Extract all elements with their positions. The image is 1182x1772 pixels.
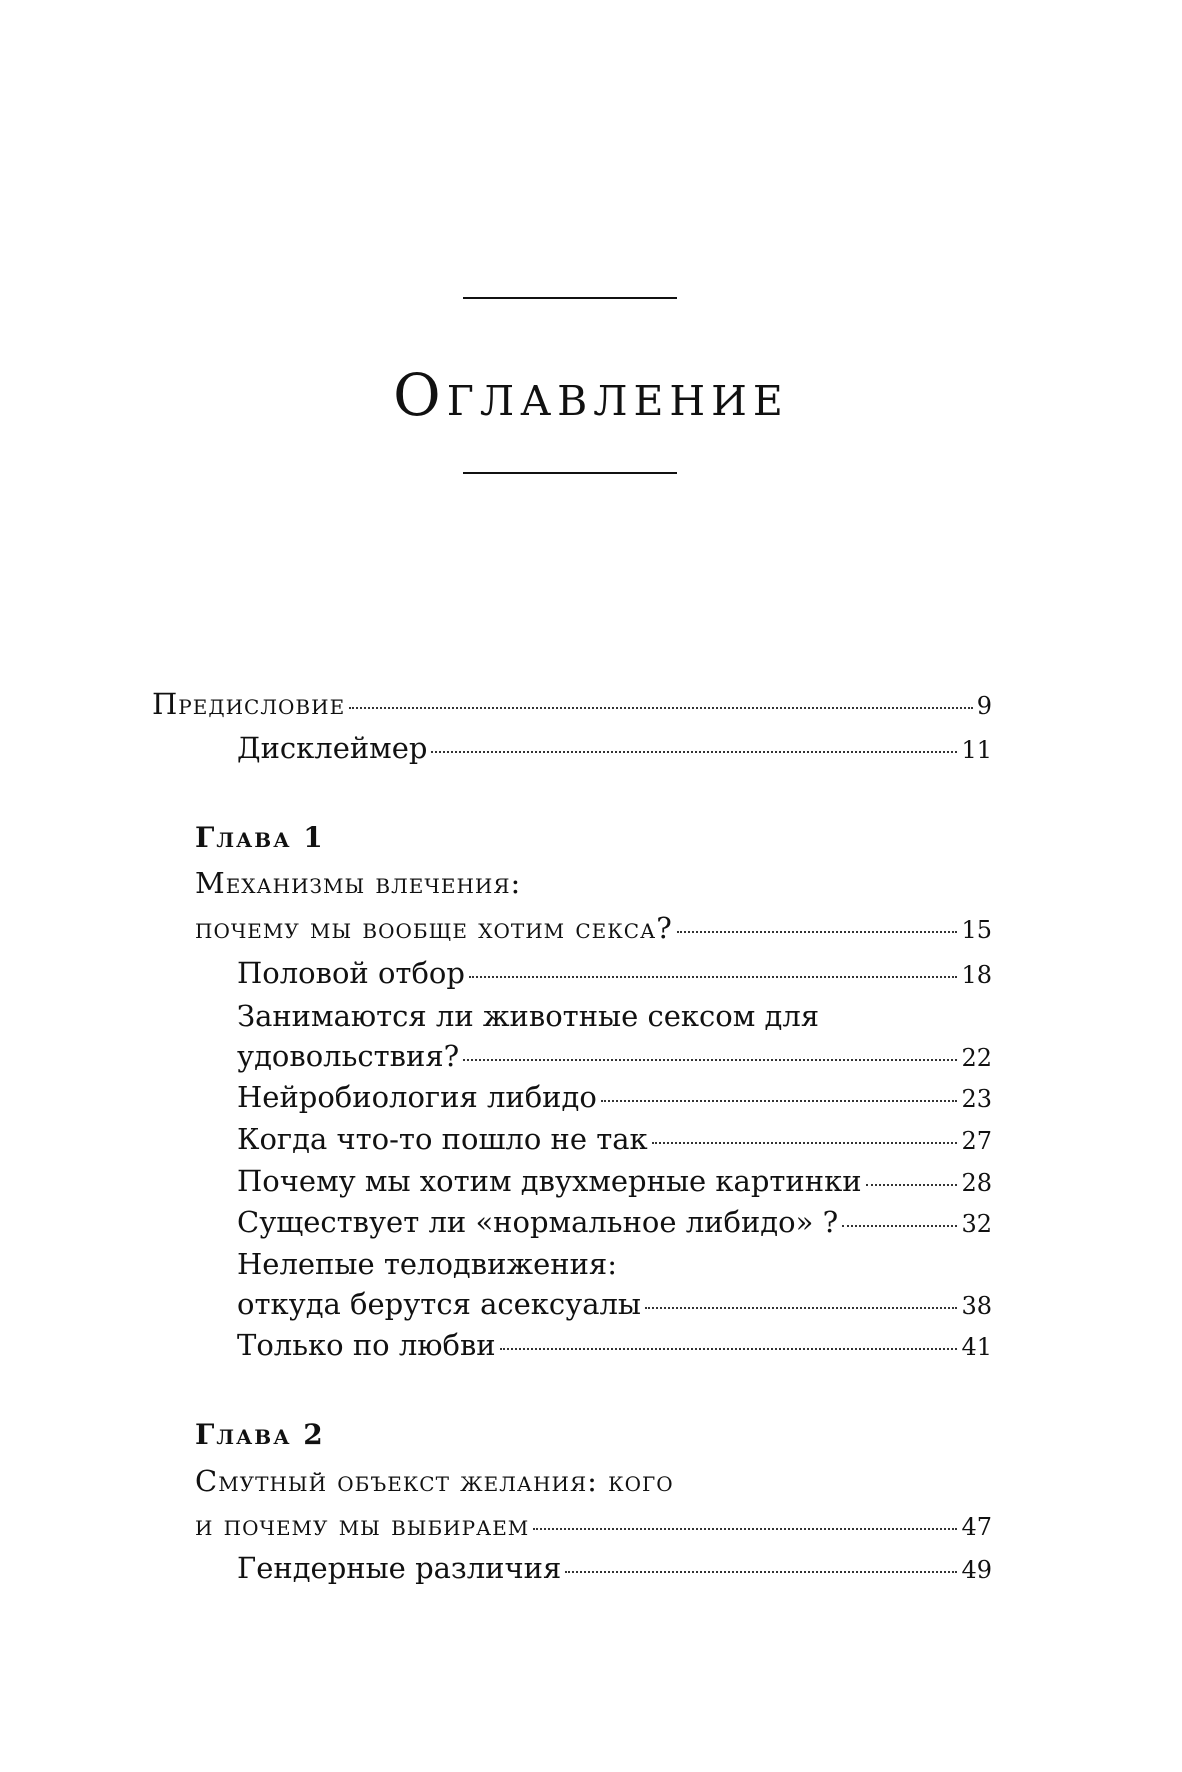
toc-entry-section[interactable] <box>237 1202 992 1244</box>
toc-entry-section[interactable] <box>237 1284 992 1326</box>
chapter-title-line: и почему мы выбираем <box>195 1508 530 1542</box>
toc-page-number: 23 <box>961 1085 992 1113</box>
dot-leader <box>349 707 973 709</box>
toc-page-number: 32 <box>961 1210 992 1238</box>
page-title: Оглавление <box>393 361 789 429</box>
dot-leader <box>866 1184 958 1186</box>
toc-entry-title: Когда что-то пошло не так <box>237 1122 648 1156</box>
title-rule-top <box>463 297 677 299</box>
toc-page-number: 47 <box>961 1513 992 1541</box>
toc-page-number: 41 <box>961 1333 992 1361</box>
toc-page-number: 11 <box>961 736 992 764</box>
toc-entry-title: Гендерные различия <box>237 1551 562 1585</box>
toc-entry-title: Половой отбор <box>237 956 465 990</box>
dot-leader <box>463 1059 957 1061</box>
toc-entry-disclaimer[interactable] <box>237 728 992 770</box>
toc-entry-section[interactable] <box>237 1325 992 1367</box>
dot-leader <box>677 931 958 933</box>
toc-entry-title: Существует ли «нормальное либидо» ? <box>237 1205 839 1239</box>
toc-entry-section[interactable] <box>237 1161 992 1203</box>
toc-entry-section[interactable] <box>237 1548 992 1590</box>
dot-leader <box>652 1142 958 1144</box>
dot-leader <box>601 1100 958 1102</box>
chapter-label: Глава 1 <box>195 821 325 854</box>
toc-entry-section[interactable] <box>237 1036 992 1078</box>
toc-entry-title: Почему мы хотим двухмерные картинки <box>237 1164 862 1198</box>
chapter-title-line: почему мы вообще хотим секса? <box>195 911 673 945</box>
toc-entry-title-line[interactable]: Занимаются ли животные сексом для <box>237 999 820 1033</box>
chapter-label: Глава 2 <box>195 1418 325 1451</box>
dot-leader <box>500 1348 958 1350</box>
toc-page-number: 15 <box>961 916 992 944</box>
toc-entry-title: откуда берутся асексуалы <box>237 1287 642 1321</box>
chapter-title-line[interactable]: Смутный объекст желания: кого <box>195 1464 674 1498</box>
toc-entry-chapter-2[interactable] <box>195 1505 992 1547</box>
toc-page-number: 38 <box>961 1292 992 1320</box>
toc-entry-title: Предисловие <box>152 687 346 721</box>
toc-page-number: 49 <box>961 1556 992 1584</box>
title-rule-bottom <box>463 472 677 474</box>
chapter-title-line[interactable]: Механизмы влечения: <box>195 866 522 900</box>
toc-page-number: 22 <box>961 1044 992 1072</box>
toc-entry-section[interactable] <box>237 1119 992 1161</box>
dot-leader <box>565 1571 957 1573</box>
dot-leader <box>431 751 957 753</box>
dot-leader <box>533 1528 957 1530</box>
dot-leader <box>469 976 958 978</box>
toc-entry-title: Нейробиология либидо <box>237 1080 597 1114</box>
toc-entry-chapter-1[interactable] <box>195 908 992 950</box>
toc-page-number: 9 <box>976 692 992 720</box>
dot-leader <box>645 1307 957 1309</box>
toc-page-number: 18 <box>961 961 992 989</box>
toc-page-number: 28 <box>961 1169 992 1197</box>
dot-leader <box>842 1225 957 1227</box>
toc-entry-preface[interactable] <box>152 684 992 726</box>
toc-entry-title: Только по любви <box>237 1328 496 1362</box>
toc-page-number: 27 <box>961 1127 992 1155</box>
toc-entry-title: удовольствия? <box>237 1039 460 1073</box>
toc-entry-title: Дисклеймер <box>237 731 428 765</box>
toc-entry-section[interactable] <box>237 1077 992 1119</box>
toc-entry-section[interactable] <box>237 953 992 995</box>
toc-entry-title-line[interactable]: Нелепые телодвижения: <box>237 1247 617 1281</box>
